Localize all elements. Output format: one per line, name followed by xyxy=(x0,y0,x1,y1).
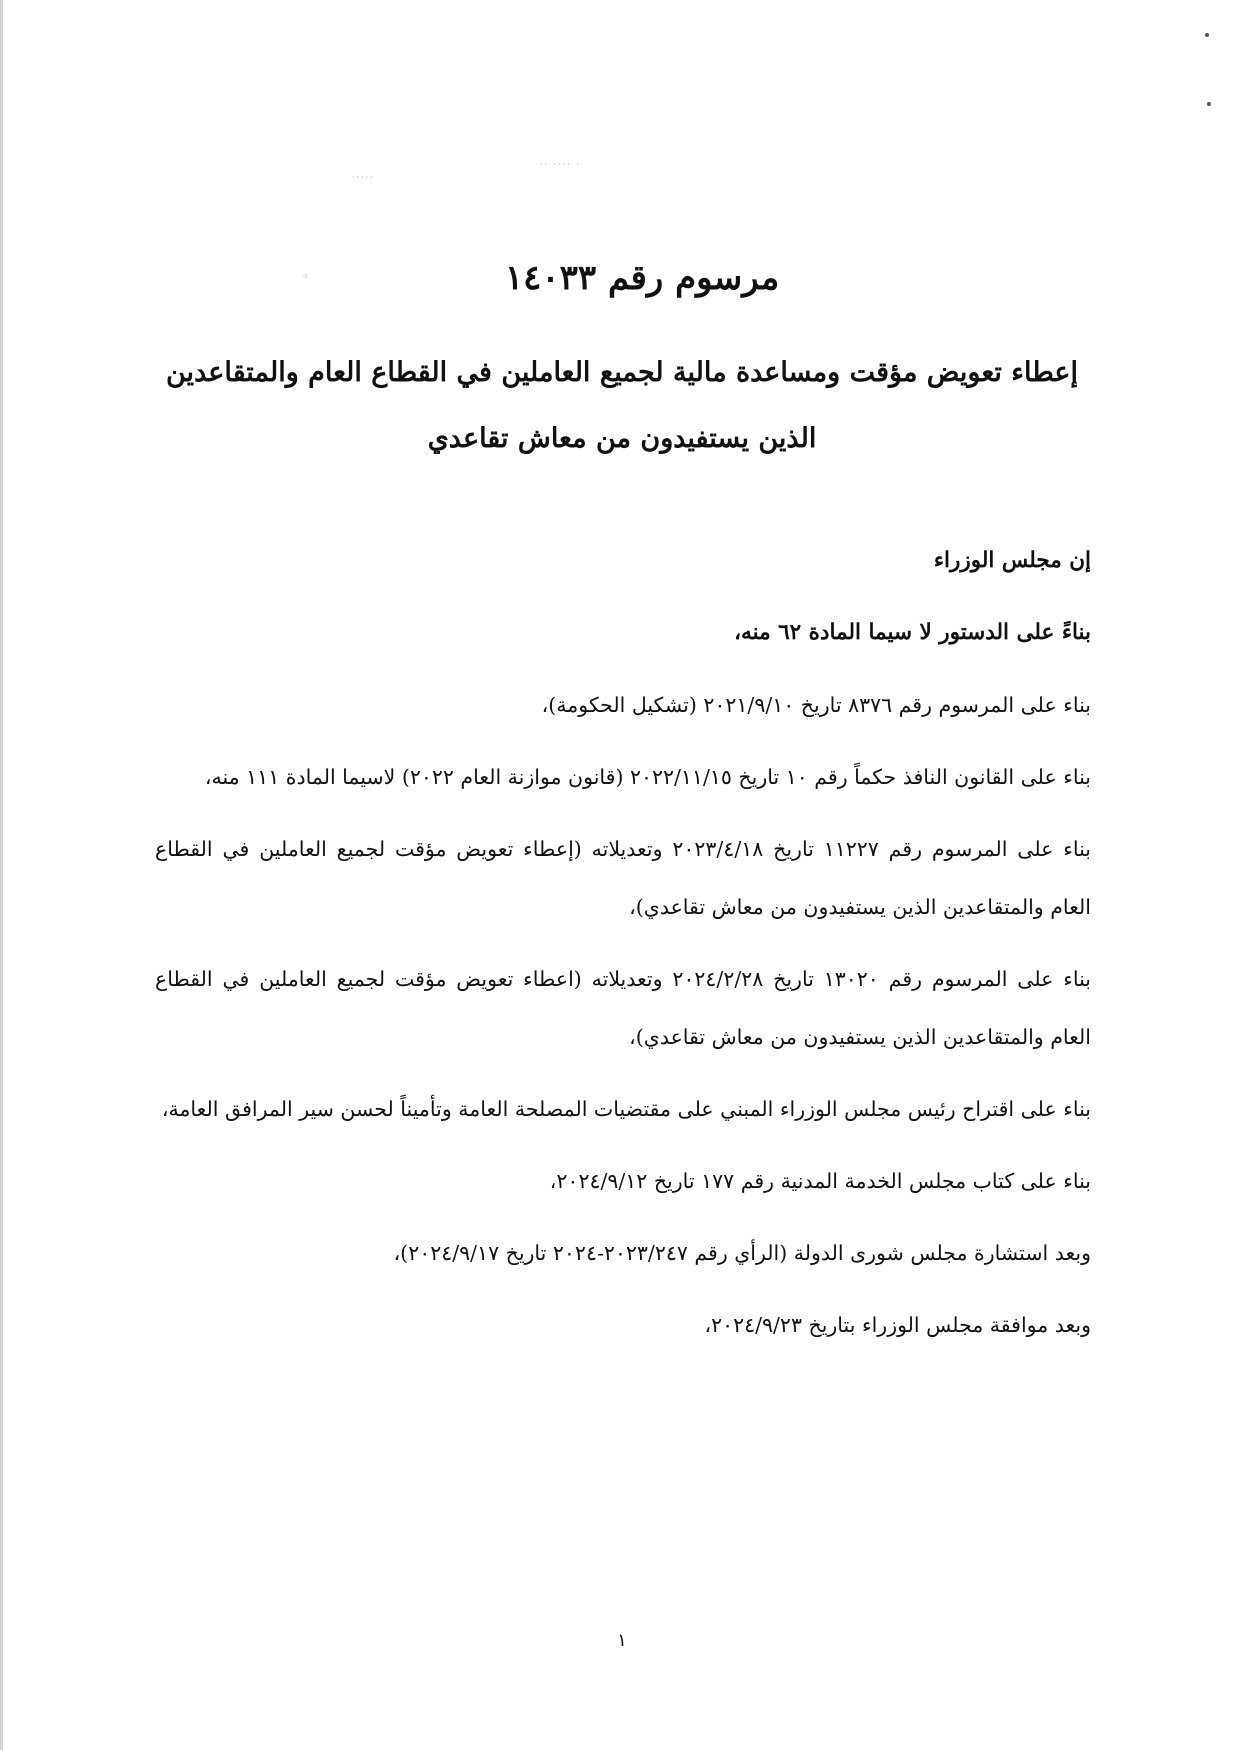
scan-artifact: ⁘ xyxy=(302,272,311,281)
scan-artifact: ····· xyxy=(352,173,375,182)
preamble-clause: بناء على المرسوم رقم ٨٣٧٦ تاريخ ٢٠٢١/٩/١٠ (تشكيل الحكومة)، xyxy=(541,693,1091,717)
decree-title: مرسوم رقم ١٤٠٣٣ xyxy=(504,258,780,298)
preamble-clause: بناء على اقتراح رئيس مجلس الوزراء المبني على مقتضيات المصلحة العامة وتأميناً لحسن سير المرافق العامة، xyxy=(161,1097,1091,1121)
preamble-clause: بناء على القانون النافذ حكماً رقم ١٠ تاريخ ٢٠٢٢/١١/١٥ (قانون موازنة العام ٢٠٢٢) لاسيما المادة ١١١ منه، xyxy=(204,765,1091,789)
preamble xyxy=(155,532,1091,1354)
scan-artifact: ·· ···· · xyxy=(540,160,581,169)
preamble-clause: وبعد موافقة مجلس الوزراء بتاريخ ٢٠٢٤/٩/٢٣، xyxy=(704,1313,1091,1337)
subject-line-2: الذين يستفيدون من معاش تقاعدي xyxy=(427,423,817,454)
page-number: ١ xyxy=(617,1630,627,1651)
preamble-opening: إن مجلس الوزراء xyxy=(933,548,1091,573)
preamble-clause: بناء على كتاب مجلس الخدمة المدنية رقم ١٧٧ تاريخ ٢٠٢٤/٩/١٢، xyxy=(549,1169,1091,1193)
decree-subject xyxy=(150,340,1094,472)
preamble-clause: وبعد استشارة مجلس شورى الدولة (الرأي رقم ٢٠٢٣/٢٤٧-٢٠٢٤ تاريخ ٢٠٢٤/٩/١٧)، xyxy=(393,1241,1091,1265)
subject-line-1: إعطاء تعويض مؤقت ومساعدة مالية لجميع العاملين في القطاع العام والمتقاعدين xyxy=(166,357,1078,388)
scan-speck xyxy=(1205,33,1209,37)
preamble-clause: بناء على المرسوم رقم ١١٢٢٧ تاريخ ٢٠٢٣/٤/١٨ وتعديلاته (إعطاء تعويض مؤقت لجميع العاملين في القطاع العام والمتقاعدين الذين يستفيدون من معاش تقاعدي)، xyxy=(155,837,1092,919)
preamble-clause: بناء على المرسوم رقم ١٣٠٢٠ تاريخ ٢٠٢٤/٢/٢٨ وتعديلاته (اعطاء تعويض مؤقت لجميع العاملين في القطاع العام والمتقاعدين الذين يستفيدون من معاش تقاعدي)، xyxy=(155,967,1092,1049)
scan-speck xyxy=(1207,102,1211,106)
preamble-clause: بناءً على الدستور لا سيما المادة ٦٢ منه، xyxy=(734,620,1091,645)
